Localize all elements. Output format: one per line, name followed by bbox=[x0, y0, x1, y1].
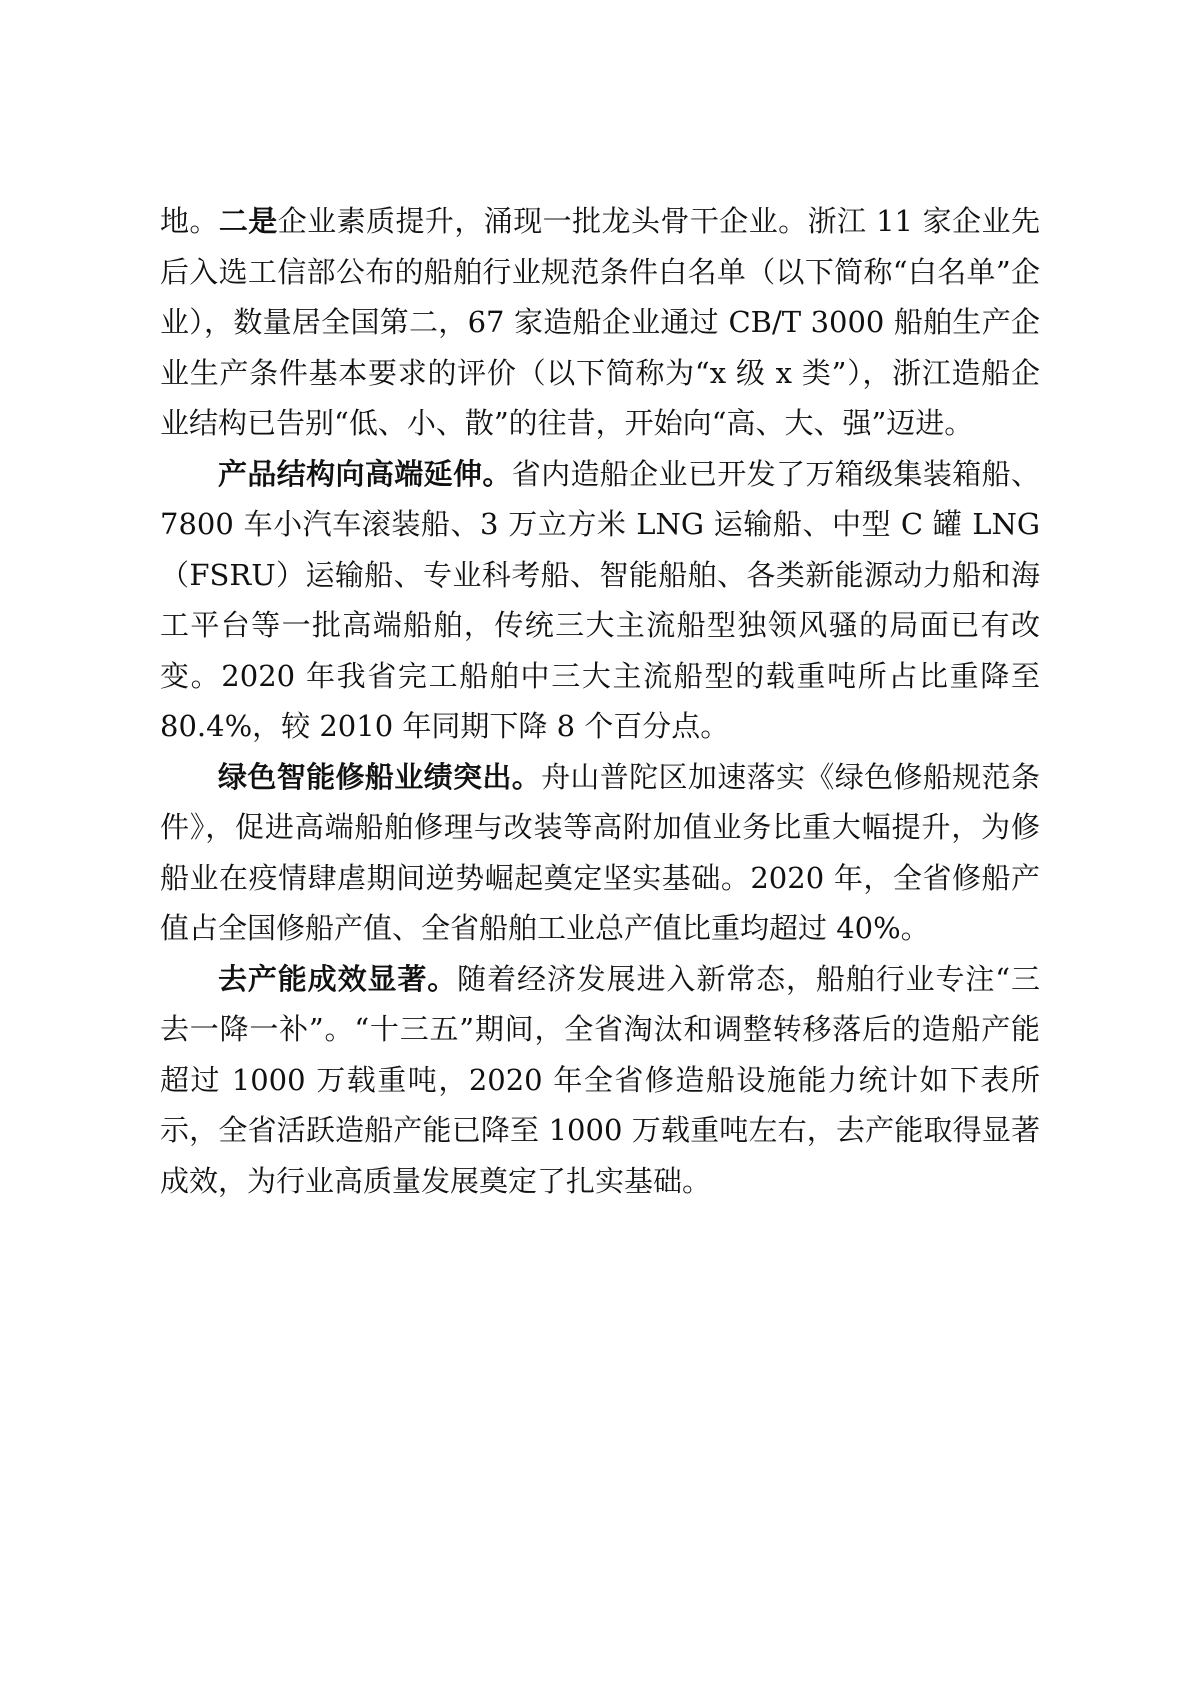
paragraph-heading: 产品结构向高端延伸。 bbox=[218, 456, 512, 491]
paragraph-green-repair bbox=[160, 752, 1040, 954]
paragraph-capacity-reduction bbox=[160, 954, 1040, 1207]
paragraph-heading: 去产能成效显著。 bbox=[218, 961, 458, 996]
inline-bold-label: 二是 bbox=[218, 204, 278, 238]
paragraph-heading: 绿色智能修船业绩突出。 bbox=[218, 759, 542, 794]
paragraph-product-structure bbox=[160, 449, 1040, 752]
paragraph-text: 舟山普陀区加速落实《绿色修船规范条件》，促进高端船舶修理与改装等高附加值业务比重大幅提升，为修船业在疫情肆虐期间逆势崛起奠定坚实基础。2020 年，全省修船产值占全国修船产值、全省船舶工业总产值比重均超过 40%。 bbox=[160, 759, 1040, 945]
document-page bbox=[160, 196, 1040, 1206]
paragraph-text: 企业素质提升，涌现一批龙头骨干企业。浙江 11 家企业先后入选工信部公布的船舶行业规范条件白名单（以下简称“白名单”企业），数量居全国第二，67 家造船企业通过 CB/T 3000 船舶生产企业生产条件基本要求的评价（以下简称为“x 级 x 类”），浙江造船企业结构已告别“低、小、散”的往昔，开始向“高、大、强”迈进。 bbox=[160, 204, 1040, 440]
paragraph-text: 随着经济发展进入新常态，船舶行业专注“三去一降一补”。“十三五”期间，全省淘汰和调整转移落后的造船产能超过 1000 万载重吨，2020 年全省修造船设施能力统计如下表所示，全省活跃造船产能已降至 1000 万载重吨左右，去产能取得显著成效，为行业高质量发展奠定了扎实基础。 bbox=[160, 961, 1040, 1198]
paragraph-text: 省内造船企业已开发了万箱级集装箱船、7800 车小汽车滚装船、3 万立方米 LNG 运输船、中型 C 罐 LNG（FSRU）运输船、专业科考船、智能船舶、各类新能源动力船和海工平台等一批高端船舶，传统三大主流船型独领风骚的局面已有改变。2020 年我省完工船舶中三大主流船型的载重吨所占比重降至 80.4%，较 2010 年同期下降 8 个百分点。 bbox=[160, 456, 1040, 743]
paragraph-continuation bbox=[160, 196, 1040, 449]
paragraph-prefix: 地。 bbox=[160, 204, 219, 238]
